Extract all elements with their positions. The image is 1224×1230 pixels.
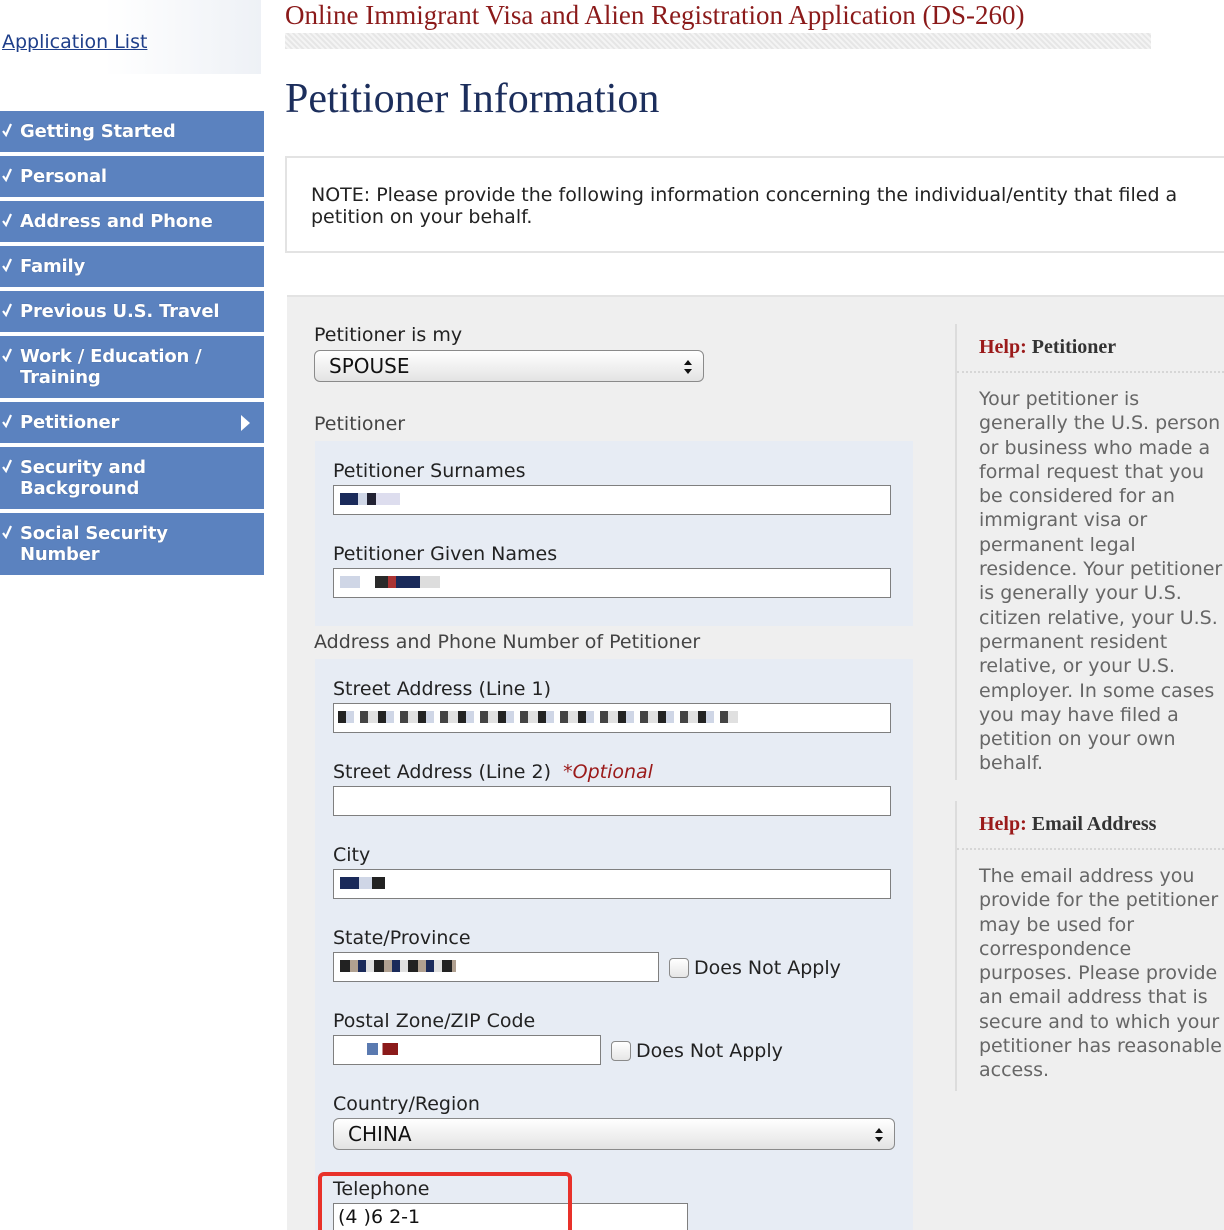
help-petitioner-panel bbox=[955, 324, 1224, 780]
state-does-not-apply-checkbox[interactable] bbox=[669, 958, 689, 978]
redacted-text bbox=[340, 576, 440, 588]
help-prefix: Help: bbox=[979, 813, 1027, 835]
country-label: Country/Region bbox=[333, 1093, 480, 1115]
relationship-select-value: SPOUSE bbox=[329, 354, 410, 378]
redacted-text bbox=[340, 877, 404, 889]
country-select-value: CHINA bbox=[348, 1122, 412, 1146]
check-icon bbox=[2, 414, 12, 428]
check-icon bbox=[2, 123, 12, 137]
sidebar-item-petitioner[interactable] bbox=[0, 402, 264, 447]
street2-input[interactable] bbox=[333, 786, 891, 816]
state-does-not-apply-label: Does Not Apply bbox=[694, 957, 841, 979]
check-icon bbox=[2, 459, 12, 473]
sidebar-item-family[interactable] bbox=[0, 246, 264, 291]
page-title: Petitioner Information bbox=[285, 76, 660, 122]
street2-label bbox=[333, 761, 653, 783]
street2-label-text: Street Address (Line 2) bbox=[333, 761, 552, 783]
title-divider bbox=[285, 33, 1151, 49]
sidebar-item-getting-started[interactable] bbox=[0, 111, 264, 156]
sidebar-item-security-and-background[interactable] bbox=[0, 447, 264, 513]
help-title-text: Email Address bbox=[1031, 813, 1157, 835]
postal-label: Postal Zone/ZIP Code bbox=[333, 1010, 536, 1032]
sidebar-item-label: Social Security Number bbox=[20, 523, 168, 565]
sidebar-item-label: Petitioner bbox=[20, 412, 120, 433]
current-page-arrow-icon bbox=[241, 415, 250, 431]
select-arrows-icon bbox=[874, 1126, 884, 1144]
postal-does-not-apply-checkbox[interactable] bbox=[611, 1041, 631, 1061]
telephone-highlight-box bbox=[318, 1172, 572, 1230]
relationship-select[interactable] bbox=[314, 350, 704, 382]
sidebar-item-label: Address and Phone bbox=[20, 211, 213, 232]
help-email-panel bbox=[955, 801, 1224, 1091]
relationship-label: Petitioner is my bbox=[314, 324, 463, 346]
country-select[interactable] bbox=[333, 1118, 895, 1150]
sidebar-item-label: Security and Background bbox=[20, 457, 146, 499]
note-text: NOTE: Please provide the following information concerning the individual/entity that filed a petition on your behalf. bbox=[311, 184, 1178, 228]
street1-label: Street Address (Line 1) bbox=[333, 678, 552, 700]
check-icon bbox=[2, 213, 12, 227]
city-label: City bbox=[333, 844, 371, 866]
given-names-label: Petitioner Given Names bbox=[333, 543, 558, 565]
check-icon bbox=[2, 168, 12, 182]
sidebar-item-label: Family bbox=[20, 256, 86, 277]
postal-input[interactable] bbox=[333, 1035, 601, 1065]
help-email-body: The email address you provide for the petitioner may be used for correspondence purposes. Please provide an email address that is secure and to which your petitioner has reasonable access. bbox=[979, 865, 1223, 1082]
telephone-value: (4 )6 2-1 bbox=[338, 1206, 421, 1228]
help-petitioner-body: Your petitioner is generally the U.S. person or business who made a formal request that you be considered for an immigrant visa or permanent legal residence. Your petitioner is generally your U.S. citizen relative, your U.S. permanent resident relative, or your U.S. employer. In some cases you may have filed a petition on your own behalf. bbox=[979, 388, 1223, 775]
optional-tag: *Optional bbox=[563, 761, 653, 783]
check-icon bbox=[2, 303, 12, 317]
help-petitioner-title bbox=[957, 324, 1224, 373]
street1-input[interactable] bbox=[333, 703, 891, 733]
redacted-text bbox=[340, 493, 400, 505]
address-section-label: Address and Phone Number of Petitioner bbox=[314, 631, 701, 653]
sidebar-item-label: Personal bbox=[20, 166, 107, 187]
sidebar-item-work-education-training[interactable] bbox=[0, 336, 264, 402]
sidebar-item-personal[interactable] bbox=[0, 156, 264, 201]
sidebar-item-social-security-number[interactable] bbox=[0, 513, 264, 579]
application-list-area bbox=[0, 0, 261, 74]
redacted-text bbox=[354, 1043, 398, 1055]
petitioner-section-label: Petitioner bbox=[314, 413, 406, 435]
surnames-label: Petitioner Surnames bbox=[333, 460, 526, 482]
redacted-text bbox=[338, 711, 738, 723]
postal-does-not-apply-label: Does Not Apply bbox=[636, 1040, 783, 1062]
city-input[interactable] bbox=[333, 869, 891, 899]
sidebar-item-label: Getting Started bbox=[20, 121, 176, 142]
sidebar-item-label: Work / Education / Training bbox=[20, 346, 202, 388]
note-box bbox=[285, 156, 1224, 253]
redacted-text bbox=[340, 960, 456, 972]
check-icon bbox=[2, 348, 12, 362]
app-title: Online Immigrant Visa and Alien Registration Application (DS-260) bbox=[285, 0, 1025, 30]
surnames-input[interactable] bbox=[333, 485, 891, 515]
select-arrows-icon bbox=[683, 358, 693, 376]
application-list-link[interactable]: Application List bbox=[2, 31, 148, 53]
sidebar-item-address-and-phone[interactable] bbox=[0, 201, 264, 246]
sidebar-item-previous-us-travel[interactable] bbox=[0, 291, 264, 336]
help-prefix: Help: bbox=[979, 336, 1027, 358]
state-input[interactable] bbox=[333, 952, 659, 982]
help-title-text: Petitioner bbox=[1031, 336, 1117, 358]
state-label: State/Province bbox=[333, 927, 471, 949]
sidebar-nav bbox=[0, 111, 264, 579]
check-icon bbox=[2, 525, 12, 539]
sidebar-item-label: Previous U.S. Travel bbox=[20, 301, 220, 322]
check-icon bbox=[2, 258, 12, 272]
given-names-input[interactable] bbox=[333, 568, 891, 598]
telephone-label: Telephone bbox=[333, 1178, 430, 1200]
help-email-title bbox=[957, 801, 1224, 850]
